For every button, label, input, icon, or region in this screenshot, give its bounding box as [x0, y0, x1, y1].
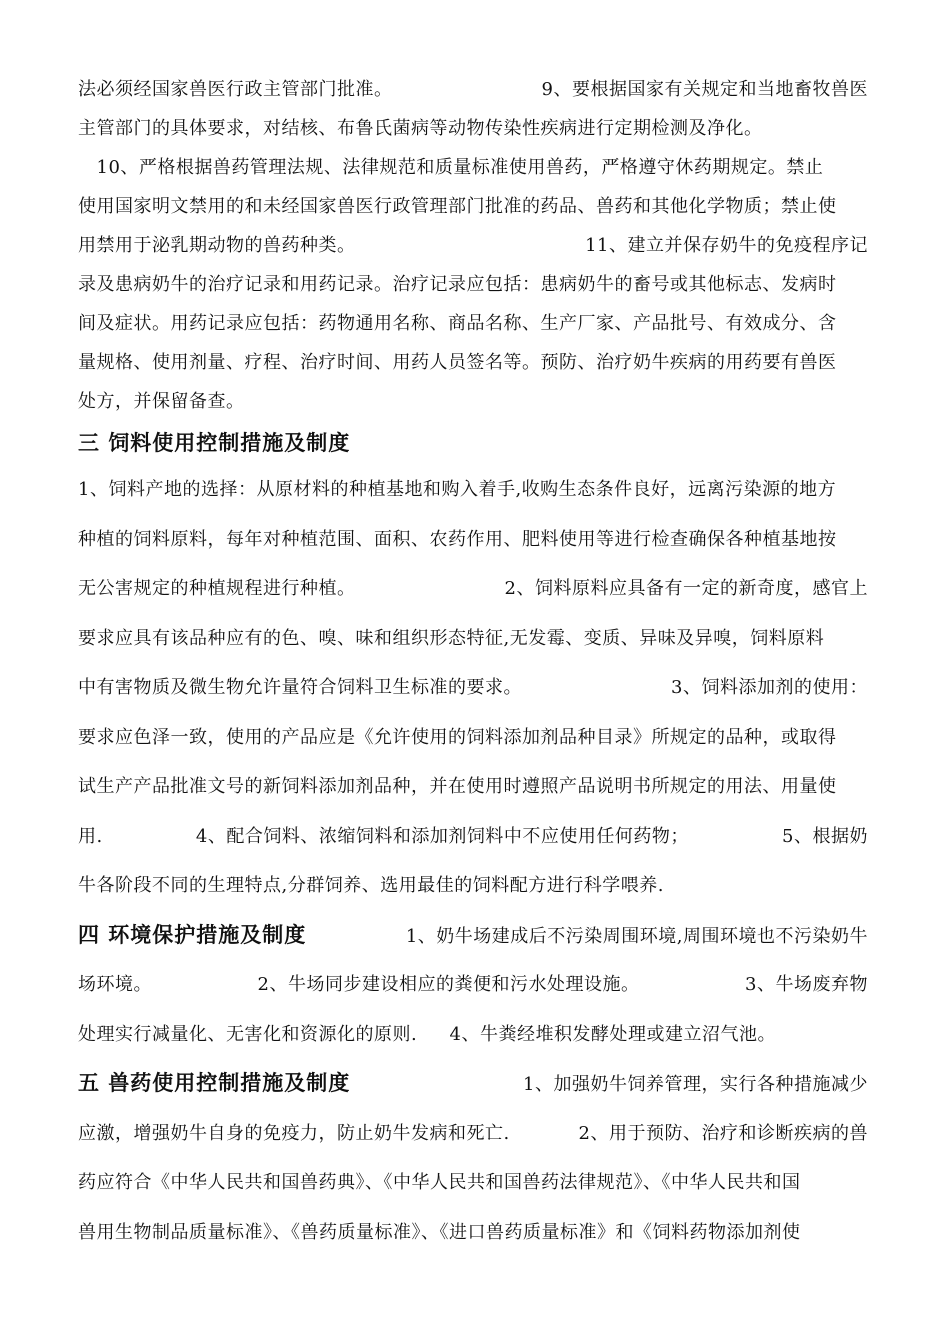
section-title: 五 兽药使用控制措施及制度: [78, 1071, 351, 1095]
section-intro-text: 1、奶牛场建成后不污染周围环境,周围环境也不污染奶牛: [405, 925, 868, 947]
text-line: 10、严格根据兽药管理法规、法律规范和质量标准使用兽药，严格遵守休药期规定。禁止: [78, 157, 824, 178]
text-line: 主管部门的具体要求，对结核、布鲁氏菌病等动物传染性疾病进行定期检测及净化。: [78, 118, 763, 139]
section-intro-text: 1、加强奶牛饲养管理，实行各种措施减少: [523, 1074, 868, 1095]
text-line: 要求应具有该品种应有的色、嗅、味和组织形态特征,无发霉、变质、异味及异嗅，饲料原料: [78, 627, 825, 649]
text-line: 法必须经国家兽医行政主管部门批准。 9、要根据国家有关规定和当地畜牧兽医: [78, 79, 868, 100]
section-heading-feed: [78, 421, 868, 465]
section-title: 三 饲料使用控制措施及制度: [78, 431, 351, 455]
text-line: 无公害规定的种植规程进行种植。 2、饲料原料应具备有一定的新奇度，感官上: [78, 578, 868, 599]
text-line: 量规格、使用剂量、疗程、治疗时间、用药人员签名等。预防、治疗奶牛疾病的用药要有兽医: [78, 352, 837, 373]
text-line: 场环境。 2、牛场同步建设相应的粪便和污水处理设施。 3、牛场废弃物: [78, 974, 868, 995]
text-line: 使用国家明文禁用的和未经国家兽医行政管理部门批准的药品、兽药和其他化学物质；禁止使: [78, 196, 837, 217]
section-heading-drug: [78, 1059, 868, 1109]
text-line: 牛各阶段不同的生理特点,分群饲养、选用最佳的饲料配方进行科学喂养.: [78, 875, 664, 896]
text-line: 兽用生物制品质量标准》、《兽药质量标准》、《进口兽药质量标准》和《饲料药物添加剂使: [78, 1221, 801, 1243]
text-line: 中有害物质及微生物允许量符合饲料卫生标准的要求。 3、饲料添加剂的使用：: [78, 677, 868, 698]
paragraph-feed-control: [78, 465, 868, 1257]
text-line: 间及症状。用药记录应包括：药物通用名称、商品名称、生产厂家、产品批号、有效成分、含: [78, 313, 837, 334]
text-line: 试生产产品批准文号的新饲料添加剂品种，并在使用时遵照产品说明书所规定的用法、用量使: [78, 776, 837, 797]
section-heading-environment: [78, 911, 868, 961]
text-line: 种植的饲料原料，每年对种植范围、面积、农药作用、肥料使用等进行检查确保各种植基地按: [78, 528, 837, 550]
text-line: 处理实行减量化、无害化和资源化的原则. 4、牛粪经堆积发酵处理或建立沼气池。: [78, 1023, 776, 1045]
text-line: 录及患病奶牛的治疗记录和用药记录。治疗记录应包括：患病奶牛的畜号或其他标志、发病时: [78, 274, 837, 295]
text-line: 用禁用于泌乳期动物的兽药种类。 11、建立并保存奶牛的免疫程序记: [78, 235, 868, 256]
paragraph-veterinary-rules: [78, 70, 868, 421]
text-line: 应激，增强奶牛自身的免疫力，防止奶牛发病和死亡. 2、用于预防、治疗和诊断疾病的兽: [78, 1122, 868, 1144]
text-line: 处方，并保留备查。: [78, 391, 245, 412]
text-line: 1、饲料产地的选择：从原材料的种植基地和购入着手,收购生态条件良好，远离污染源的地方: [78, 479, 837, 500]
text-line: 要求应色泽一致，使用的产品应是《允许使用的饲料添加剂品种目录》所规定的品种，或取得: [78, 726, 837, 748]
document-page: [78, 70, 868, 1257]
text-line: 用. 4、配合饲料、浓缩饲料和添加剂饲料中不应使用任何药物； 5、根据奶: [78, 825, 868, 847]
section-title: 四 环境保护措施及制度: [78, 922, 307, 947]
text-line: 药应符合《中华人民共和国兽药典》、《中华人民共和国兽药法律规范》、《中华人民共和国: [78, 1172, 801, 1193]
